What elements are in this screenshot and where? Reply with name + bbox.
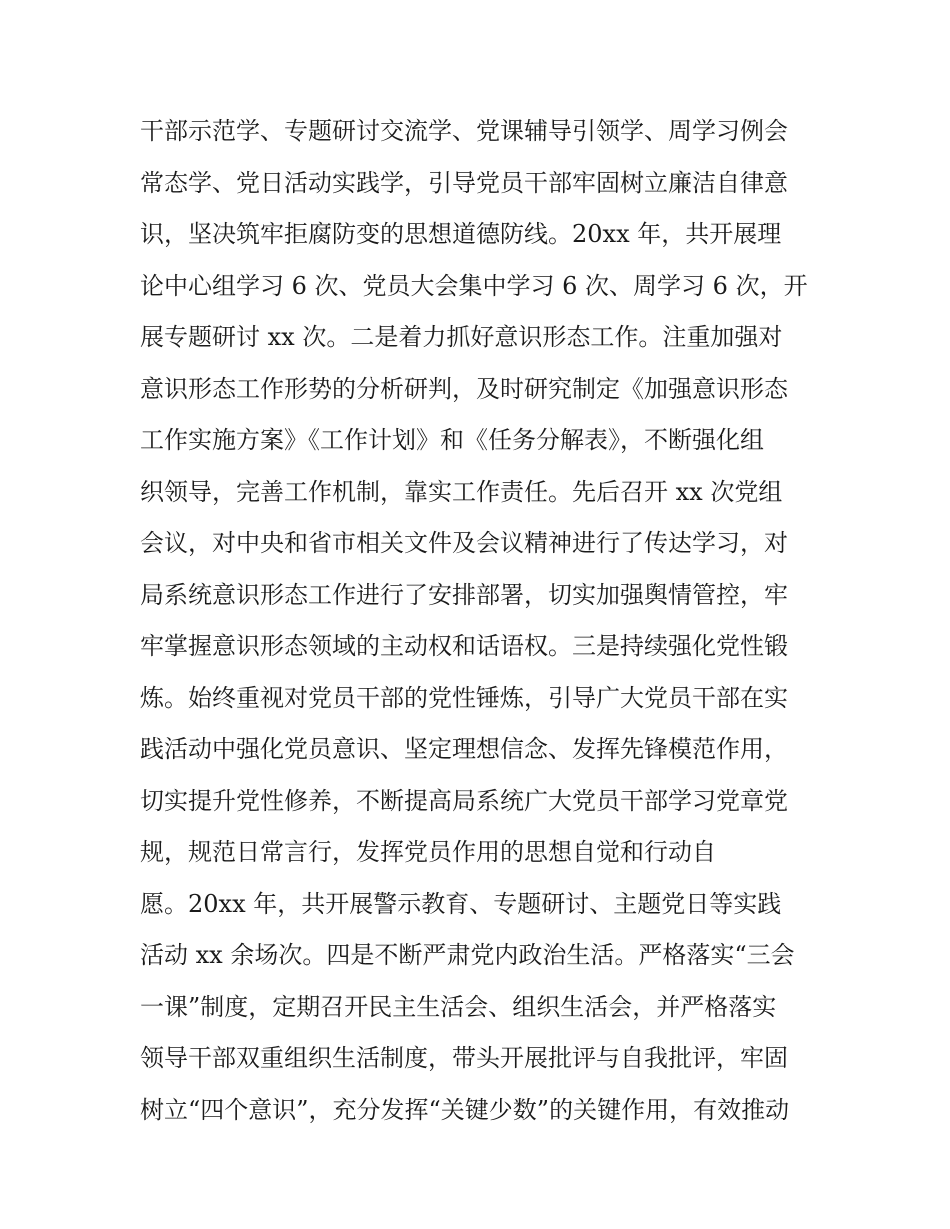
text-line: 识，坚决筑牢拒腐防变的思想道德防线。20xx 年，共开展理	[140, 220, 782, 248]
text-line: 规，规范日常言行，发挥党员作用的思想自觉和行动自	[140, 838, 716, 866]
text-line: 织领导，完善工作机制，靠实工作责任。先后召开 xx 次党组	[140, 477, 783, 506]
text-line: 意识形态工作形势的分析研判，及时研究制定《加强意识形态	[140, 374, 788, 403]
text-line: 炼。始终重视对党员干部的党性锤炼，引导广大党员干部在实	[140, 683, 788, 712]
text-line: 论中心组学习 6 次、党员大会集中学习 6 次、周学习 6 次，开	[140, 271, 808, 300]
text-line: 树立“四个意识”，充分发挥“关键少数”的关键作用，有效推动	[140, 1095, 790, 1124]
text-line: 活动 xx 余场次。四是不断严肃党内政治生活。严格落实“三会	[140, 941, 795, 969]
text-line: 干部示范学、专题研讨交流学、党课辅导引领学、周学习例会	[140, 117, 788, 145]
text-line: 工作实施方案》《工作计划》和《任务分解表》，不断强化组	[140, 426, 764, 454]
text-line: 常态学、党日活动实践学，引导党员干部牢固树立廉洁自律意	[140, 168, 788, 197]
text-line: 局系统意识形态工作进行了安排部署，切实加强舆情管控，牢	[140, 580, 788, 609]
text-line: 展专题研讨 xx 次。二是着力抓好意识形态工作。注重加强对	[140, 323, 783, 351]
text-line: 践活动中强化党员意识、坚定理想信念、发挥先锋模范作用，	[140, 735, 788, 763]
text-line: 会议，对中央和省市相关文件及会议精神进行了传达学习，对	[140, 529, 788, 557]
text-line: 切实提升党性修养，不断提高局系统广大党员干部学习党章党	[140, 786, 788, 815]
text-line: 愿。20xx 年，共开展警示教育、专题研讨、主题党日等实践	[140, 889, 782, 918]
text-line: 一课”制度，定期召开民主生活会、组织生活会，并严格落实	[140, 992, 777, 1021]
text-line: 领导干部双重组织生活制度，带头开展批评与自我批评，牢固	[140, 1044, 788, 1072]
text-line: 牢掌握意识形态领域的主动权和话语权。三是持续强化党性锻	[140, 632, 788, 660]
body-text	[140, 106, 820, 1136]
